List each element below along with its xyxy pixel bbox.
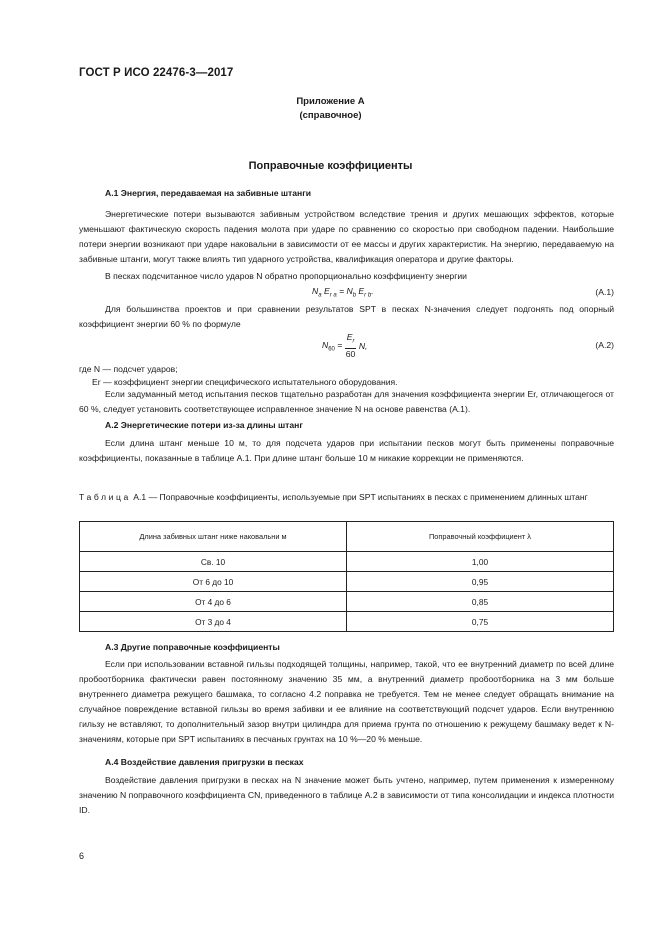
section-a4-heading: А.4 Воздействие давления пригрузки в песках [105, 757, 304, 767]
section-a1-heading: А.1 Энергия, передаваемая на забивные штанги [105, 188, 312, 198]
table-cell: 0,75 [347, 612, 614, 632]
annex-heading [0, 95, 661, 123]
table-cell: Св. 10 [80, 552, 347, 572]
table-row [80, 572, 614, 592]
annex-title: Приложение А [296, 96, 365, 107]
equation-fraction: $\frac{E_r}{60}$ [345, 332, 356, 359]
table-cell: 0,85 [347, 592, 614, 612]
section-a4-paragraph-1 [79, 773, 614, 818]
paragraph-text: Воздействие давления пригрузки в песках на N значение может быть учтено, например, путем применения к измеренному значению N поправочного коэффициента CN, приведенного в таблице А.2 в зависимости от типа консолидации и индекса плотности ID. [79, 775, 614, 815]
correction-table [79, 521, 614, 632]
section-a2-heading: А.2 Энергетические потери из-за длины штанг [105, 420, 303, 430]
section-a1-paragraph-3 [79, 302, 614, 332]
equation-a2: $N_{60}$ = $\frac{E_r}{60}$ N, [322, 332, 368, 359]
section-a1-paragraph-4 [79, 387, 614, 417]
table-header-row [80, 522, 614, 552]
table-cell: От 4 до 6 [80, 592, 347, 612]
table-row [80, 592, 614, 612]
document-header: ГОСТ Р ИСО 22476-3—2017 [79, 67, 234, 79]
table-cell: От 3 до 4 [80, 612, 347, 632]
section-a1-paragraph-2 [79, 269, 614, 284]
table-row [80, 552, 614, 572]
section-a3-paragraph-1 [79, 657, 614, 746]
paragraph-text: Если длина штанг меньше 10 м, то для подсчета ударов при испытании песков могут быть применены поправочные коэффициенты, показанные в таблице А.1. При длине штанг больше 10 м никакие коррекции не применяются. [79, 438, 614, 463]
section-a2-paragraph-1 [79, 436, 614, 466]
table-cell: От 6 до 10 [80, 572, 347, 592]
paragraph-text: Энергетические потери вызываются забивным устройством вследствие трения и других мешающих эффектов, которые уменьшают фактическую скорость падения молота при ударе по сравнению со скоростью при свободном падении. Наибольшие потери энергии возникают при ударе наковальни в зависимости от ее массы и других характеристик. На энергию, передаваемую на забивные штанги, могут также влиять тип ударного устройства, квалификация оператора и другие факторы. [79, 209, 614, 264]
paragraph-text: Если задуманный метод испытания песков тщательно разработан для значения коэффициента энергии Er, отличающегося от 60 %, следует установить соответствующее исправленное значение N на основе равенства (А.1). [79, 389, 614, 414]
table-header-cell: Поправочный коэффициент λ [347, 522, 614, 552]
table-header-cell: Длина забивных штанг ниже наковальни м [80, 522, 347, 552]
table-row [80, 612, 614, 632]
annex-note: (справочное) [299, 110, 362, 121]
page-title: Поправочные коэффициенты [248, 160, 413, 172]
table-caption-text: А.1 — Поправочные коэффициенты, используемые при SPT испытаниях в песках с применением длинных штанг [130, 492, 588, 502]
table-cell: 1,00 [347, 552, 614, 572]
table-caption [79, 491, 614, 503]
table-cell: 0,95 [347, 572, 614, 592]
where-line-2: Er — коэффициент энергии специфического испытательного оборудования. [92, 377, 398, 387]
paragraph-text: Для большинства проектов и при сравнении результатов SPT в песках N-значения следует подгонять под опорный коэффициент энергии 60 % по формуле [79, 304, 614, 329]
paragraph-text: Если при использовании вставной гильзы подходящей толщины, например, такой, что ее внутренний диаметр по всей длине пробоотборника фактически равен постоянному значению 35 мм, а внутренний диаметр пробоотборника на 3 мм больше внутреннего диаметра режущего башмака, то согласно 4.2 поправка не требуется. Тем не менее следует обращать внимание на случайное повреждение вставной гильзы во время забивки и ее влияние на соответствующий подсчет ударов. Если внутреннюю гильзу не вставляют, то дополнительный зазор внутри цилиндра для приема грунта по отношению к режущему башмаку ведет к N-значениям, которые при SPT испытаниях в песчаных грунтах на 10 %—20 % меньше. [79, 659, 614, 744]
equation-a1: $N_a$ $E_{r a} = N_b$ $E_{r b}$. [312, 286, 374, 299]
table-caption-label: Таблица [79, 492, 131, 502]
page-number: 6 [79, 851, 85, 861]
where-line-1: где N — подсчет ударов; [79, 364, 178, 374]
paragraph-text: В песках подсчитанное число ударов N обратно пропорционально коэффициенту энергии [105, 271, 467, 281]
equation-a2-number: (A.2) [595, 340, 614, 350]
equation-a1-number: (A.1) [595, 287, 614, 297]
section-a1-paragraph-1 [79, 207, 614, 267]
section-a3-heading: А.3 Другие поправочные коэффициенты [105, 642, 280, 652]
